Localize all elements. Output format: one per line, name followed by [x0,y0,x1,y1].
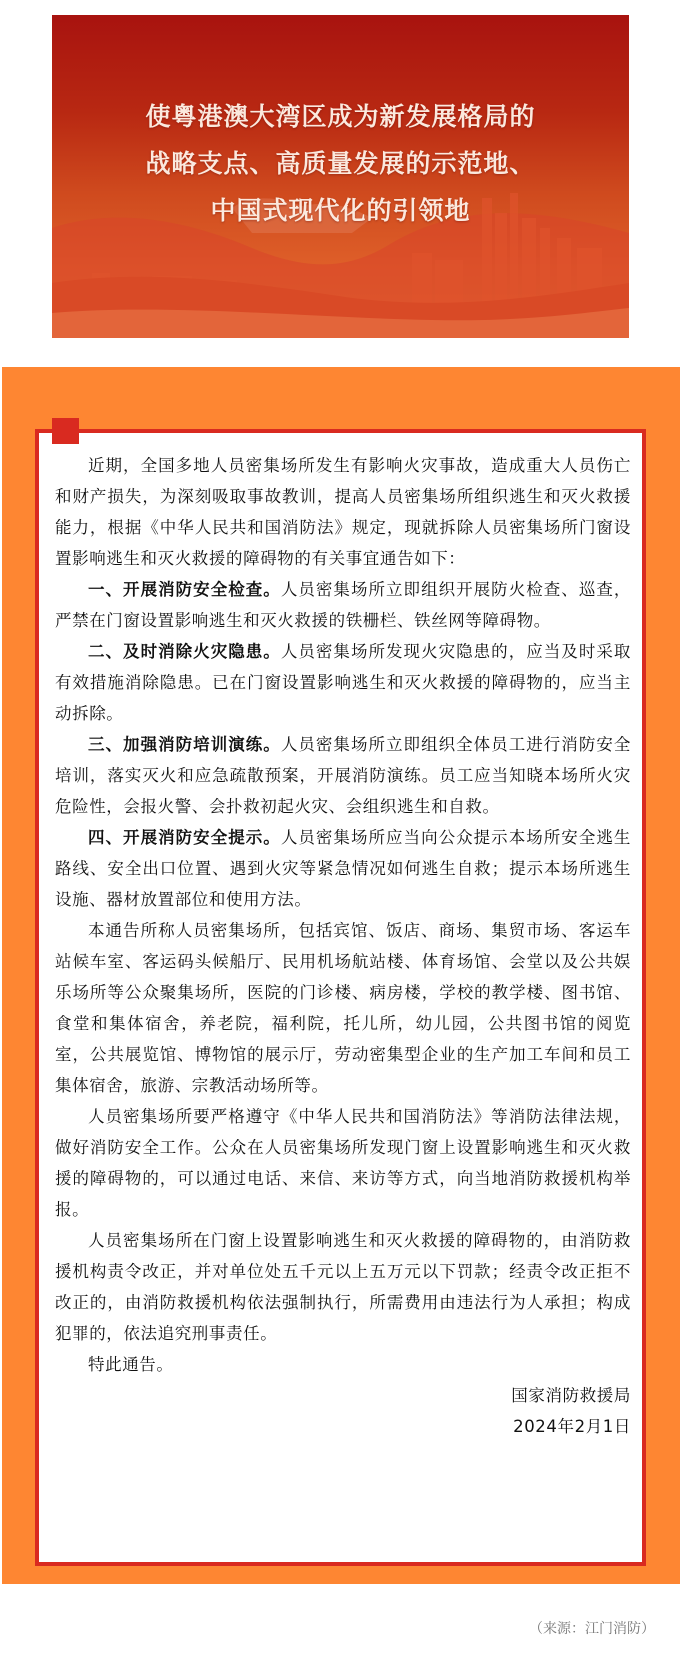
item-heading: 一、开展消防安全检查。 [88,580,281,599]
item-text: 人员密集场所立即组织开展防火检查、巡查，严禁在门窗设置影响逃生和灭火救援的铁栅栏、铁丝网等障碍物。 [55,580,631,630]
item-heading: 三、加强消防培训演练。 [88,735,281,754]
corner-decoration [52,418,79,444]
item-heading: 二、及时消除火灾隐患。 [88,642,281,661]
issue-date: 2024年2月1日 [513,1417,631,1436]
banner-title-line: 战略支点、高质量发展的示范地、 [145,149,536,178]
closing-line: 特此通告。 [88,1355,174,1374]
item-text: 人员密集场所发现火灾隐患的，应当及时采取有效措施消除隐患。已在门窗设置影响逃生和灭火救援的障碍物的，应当主动拆除。 [55,642,631,723]
item-paragraph [55,729,631,822]
source-credit: （来源：江门消防） [529,1621,655,1637]
banner-title [52,93,629,234]
item-text: 人员密集场所应当向公众提示本场所安全逃生路线、安全出口位置、遇到火灾等紧急情况如何逃生自救；提示本场所逃生设施、器材放置部位和使用方法。 [55,828,631,909]
notice-body [55,450,631,1442]
item-text: 人员密集场所立即组织全体员工进行消防安全培训，落实灭火和应急疏散预案，开展消防演练。员工应当知晓本场所火灾危险性，会报火警、会扑救初起火灾、会组织逃生和自救。 [55,735,631,816]
banner-image [52,15,629,338]
issuer: 国家消防救援局 [511,1386,631,1405]
intro-paragraph: 近期，全国多地人员密集场所发生有影响火灾事故，造成重大人员伤亡和财产损失，为深刻吸取事故教训，提高人员密集场所组织逃生和灭火救援能力，根据《中华人民共和国消防法》规定，现就拆除人员密集场所门窗设置影响逃生和灭火救援的障碍物的有关事宜通告如下： [55,456,631,568]
item-heading: 四、开展消防安全提示。 [88,828,281,847]
banner-title-line: 中国式现代化的引领地 [210,196,471,225]
penalty-paragraph: 人员密集场所在门窗上设置影响逃生和灭火救援的障碍物的，由消防救援机构责令改正，并对单位处五千元以上五万元以下罚款；经责令改正拒不改正的，由消防救援机构依法强制执行，所需费用由违法行为人承担；构成犯罪的，依法追究刑事责任。 [55,1231,631,1343]
item-paragraph [55,822,631,915]
item-paragraph [55,574,631,636]
compliance-paragraph: 人员密集场所要严格遵守《中华人民共和国消防法》等消防法律法规，做好消防安全工作。公众在人员密集场所发现门窗上设置影响逃生和灭火救援的障碍物的，可以通过电话、来信、来访等方式，向当地消防救援机构举报。 [55,1107,631,1219]
item-paragraph [55,636,631,729]
scope-paragraph: 本通告所称人员密集场所，包括宾馆、饭店、商场、集贸市场、客运车站候车室、客运码头候船厅、民用机场航站楼、体育场馆、会堂以及公共娱乐场所等公众聚集场所，医院的门诊楼、病房楼，学校的教学楼、图书馆、食堂和集体宿舍，养老院，福利院，托儿所，幼儿园，公共图书馆的阅览室，公共展览馆、博物馆的展示厅，劳动密集型企业的生产加工车间和员工集体宿舍，旅游、宗教活动场所等。 [55,921,631,1095]
banner-title-line: 使粤港澳大湾区成为新发展格局的 [145,102,536,131]
